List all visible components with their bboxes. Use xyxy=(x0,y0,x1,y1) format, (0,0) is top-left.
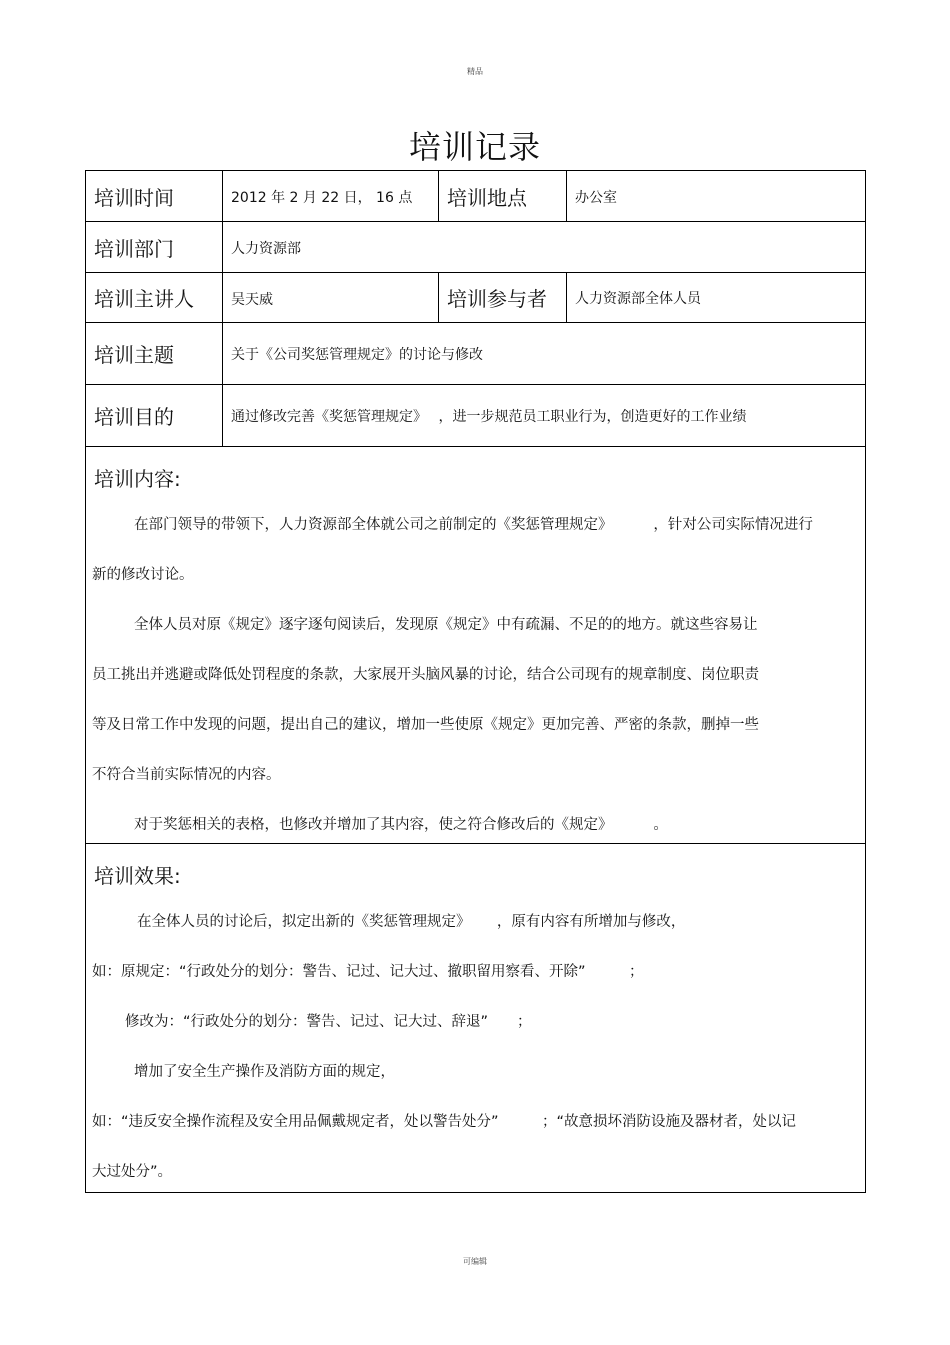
value-training-time: 2012 年 2 月 22 日， 16 点 xyxy=(222,171,438,221)
effect-line: 在全体人员的讨论后，拟定出新的《奖惩管理规定》 ，原有内容有所增加与修改， xyxy=(137,914,686,930)
effect-line: 增加了安全生产操作及消防方面的规定， xyxy=(134,1064,395,1080)
content-line: 全体人员对原《规定》逐字逐句阅读后，发现原《规定》中有疏漏、不足的的地方。就这些容易让 xyxy=(134,617,758,633)
label-topic: 培训主题 xyxy=(94,343,174,367)
section-effect xyxy=(86,844,865,1192)
training-record-form xyxy=(85,170,866,1193)
effect-line: 大过处分”。 xyxy=(92,1164,173,1180)
label-training-place: 培训地点 xyxy=(438,171,566,221)
label-training-dept: 培训部门 xyxy=(94,236,174,261)
content-line: 不符合当前实际情况的内容。 xyxy=(92,767,281,783)
label-speaker: 培训主讲人 xyxy=(94,287,194,311)
effect-line: 修改为：“行政处分的划分：警告、记过、记大过、辞退” ； xyxy=(125,1014,532,1030)
section-content xyxy=(86,447,865,844)
row-topic xyxy=(86,323,865,385)
value-purpose: 通过修改完善《奖惩管理规定》 ，进一步规范员工职业行为，创造更好的工作业绩 xyxy=(222,385,865,446)
row-speaker-participants xyxy=(86,273,865,323)
value-speaker: 吴天威 xyxy=(222,273,438,322)
row-purpose xyxy=(86,385,865,447)
effect-heading: 培训效果: xyxy=(94,864,181,888)
content-heading: 培训内容: xyxy=(94,467,181,491)
effect-line: 如：“违反安全操作流程及安全用品佩戴规定者，处以警告处分” ；“故意损坏消防设施及器材者，处以记 xyxy=(92,1114,797,1130)
label-training-time: 培训时间 xyxy=(94,185,174,210)
value-participants: 人力资源部全体人员 xyxy=(566,273,865,322)
content-line: 员工挑出并逃避或降低处罚程度的条款，大家展开头脑风暴的讨论，结合公司现有的规章制度、岗位职责 xyxy=(92,667,759,683)
row-department xyxy=(86,222,865,273)
content-line: 新的修改讨论。 xyxy=(92,567,194,583)
header-mark: 精品 xyxy=(467,67,483,76)
row-time-place xyxy=(86,171,865,222)
label-participants: 培训参与者 xyxy=(438,273,566,322)
content-line: 对于奖惩相关的表格，也修改并增加了其内容，使之符合修改后的《规定》 。 xyxy=(134,817,668,833)
content-line: 在部门领导的带领下，人力资源部全体就公司之前制定的《奖惩管理规定》 ，针对公司实际情况进行 xyxy=(134,517,813,533)
effect-line: 如：原规定：“行政处分的划分：警告、记过、记大过、撤职留用察看、开除” ； xyxy=(92,964,644,980)
value-topic: 关于《公司奖惩管理规定》的讨论与修改 xyxy=(222,323,865,384)
value-training-dept: 人力资源部 xyxy=(222,222,865,272)
footer-mark: 可编辑 xyxy=(463,1257,487,1266)
content-line: 等及日常工作中发现的问题，提出自己的建议，增加一些使原《规定》更加完善、严密的条款，删掉一些 xyxy=(92,717,759,733)
label-purpose: 培训目的 xyxy=(94,405,174,429)
value-training-place: 办公室 xyxy=(566,171,865,221)
page-title: 培训记录 xyxy=(408,128,541,166)
